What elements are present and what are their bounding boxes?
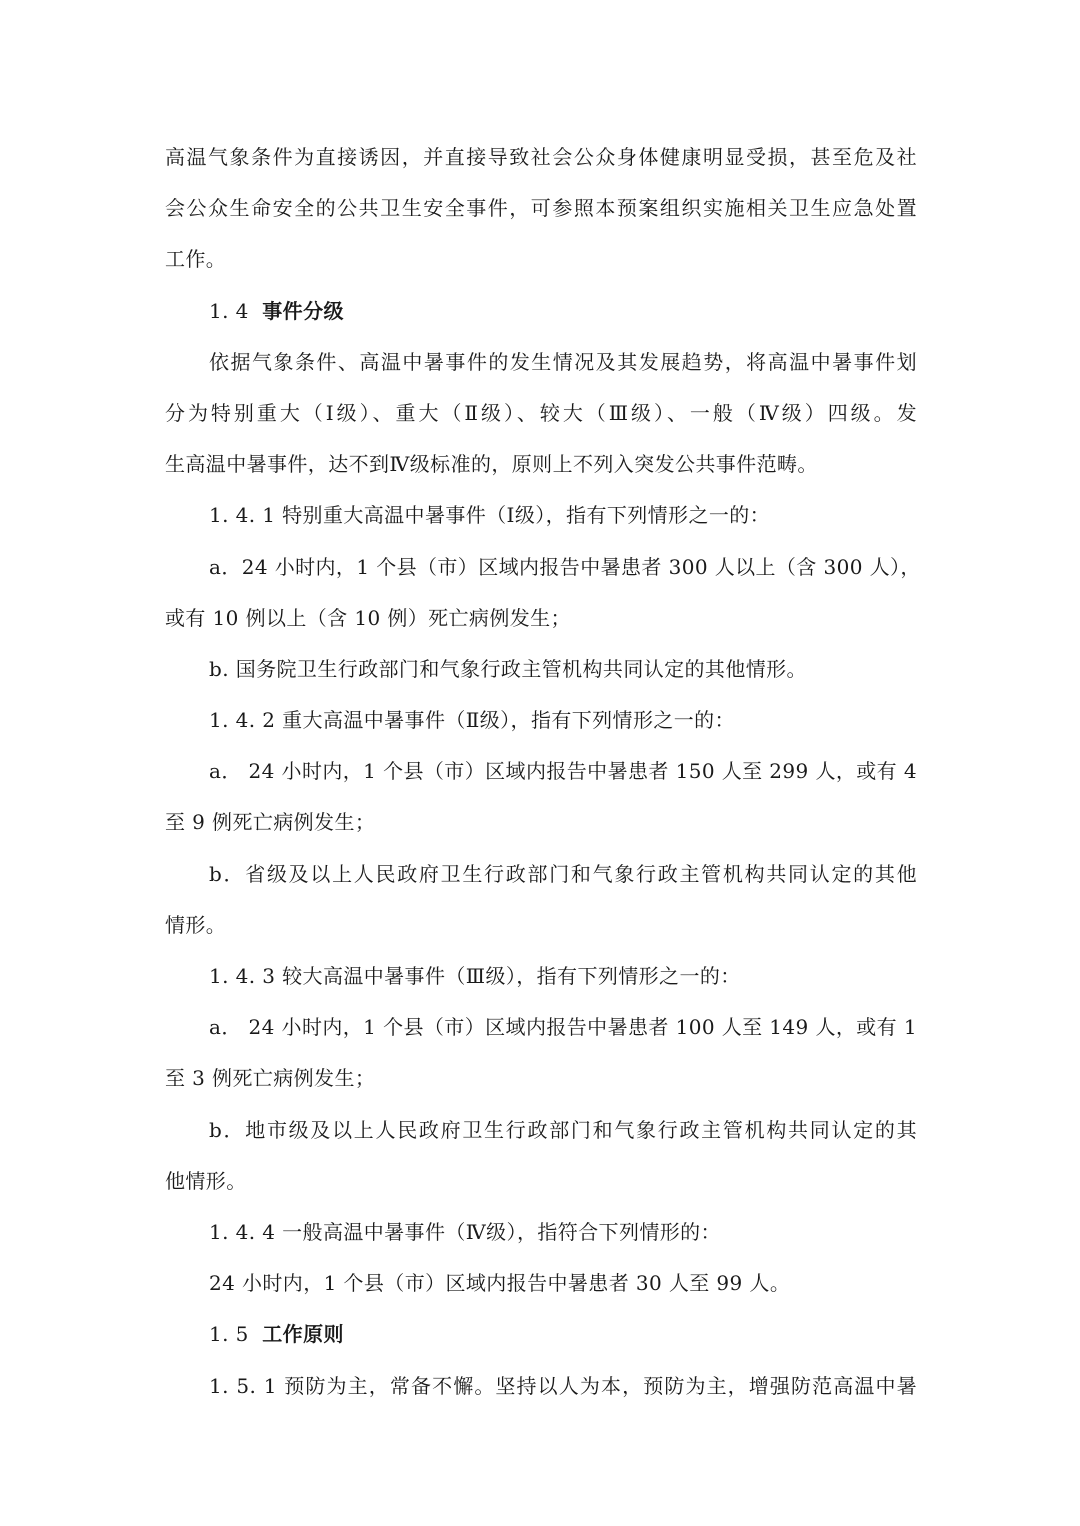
item-1-4-4: 1. 4. 4 一般高温中暑事件（Ⅳ级），指符合下列情形的： (209, 1219, 721, 1244)
para-1-4-line-3: 生高温中暑事件，达不到Ⅳ级标准的，原则上不列入突发公共事件范畴。 (165, 452, 818, 477)
item-1-4-1-a-line-1: a．24 小时内，1 个县（市）区域内报告中暑患者 300 人以上（含 300 人）， (209, 554, 921, 579)
section-number: 1. 5 (209, 1322, 249, 1347)
item-1-5-1: 1. 5. 1 预防为主，常备不懈。坚持以人为本，预防为主，增强防范高温中暑 (209, 1373, 917, 1398)
para-1-4-line-1: 依据气象条件、高温中暑事件的发生情况及其发展趋势，将高温中暑事件划 (209, 349, 917, 374)
intro-line-1: 高温气象条件为直接诱因，并直接导致社会公众身体健康明显受损，甚至危及社 (165, 145, 917, 169)
item-1-4-3: 1. 4. 3 较大高温中暑事件（Ⅲ级），指有下列情形之一的： (209, 964, 741, 988)
item-1-4-2-b-line-2: 情形。 (165, 912, 227, 937)
intro-line-2: 会公众生命安全的公共卫生安全事件，可参照本预案组织实施相关卫生应急处置 (165, 196, 917, 221)
item-1-4-3-b-line-2: 他情形。 (165, 1168, 247, 1193)
para-1-4-line-2: 分为特别重大（Ⅰ级）、重大（Ⅱ级）、较大（Ⅲ级）、一般（Ⅳ级）四级。发 (165, 400, 917, 425)
item-1-4-2-a-line-1: a． 24 小时内，1 个县（市）区域内报告中暑患者 150 人至 299 人，或有 4 (209, 759, 917, 784)
item-1-4-1-a-line-2: 或有 10 例以上（含 10 例）死亡病例发生； (165, 605, 571, 630)
item-1-4-2-a-line-2: 至 9 例死亡病例发生； (165, 810, 376, 835)
item-1-4-2: 1. 4. 2 重大高温中暑事件（Ⅱ级），指有下列情形之一的： (209, 708, 735, 733)
document-body (165, 132, 921, 1412)
section-number: 1. 4 (209, 298, 249, 323)
item-1-4-4-a: 24 小时内，1 个县（市）区域内报告中暑患者 30 人至 99 人。 (209, 1271, 791, 1296)
item-1-4-2-b-line-1: b．省级及以上人民政府卫生行政部门和气象行政主管机构共同认定的其他 (209, 861, 917, 886)
item-1-4-3-a-line-1: a． 24 小时内，1 个县（市）区域内报告中暑患者 100 人至 149 人，或有 1 (209, 1015, 917, 1040)
intro-line-3: 工作。 (165, 247, 227, 272)
section-title: 工作原则 (262, 1322, 344, 1347)
item-1-4-1-b: b. 国务院卫生行政部门和气象行政主管机构共同认定的其他情形。 (209, 656, 807, 681)
item-1-4-3-a-line-2: 至 3 例死亡病例发生； (165, 1066, 376, 1091)
item-1-4-1: 1. 4. 1 特别重大高温中暑事件（Ⅰ级），指有下列情形之一的： (209, 503, 771, 528)
section-heading-1-5 (165, 1309, 917, 1360)
section-heading-1-4 (165, 286, 917, 337)
section-title: 事件分级 (262, 298, 344, 323)
item-1-4-3-b-line-1: b．地市级及以上人民政府卫生行政部门和气象行政主管机构共同认定的其 (209, 1117, 917, 1142)
